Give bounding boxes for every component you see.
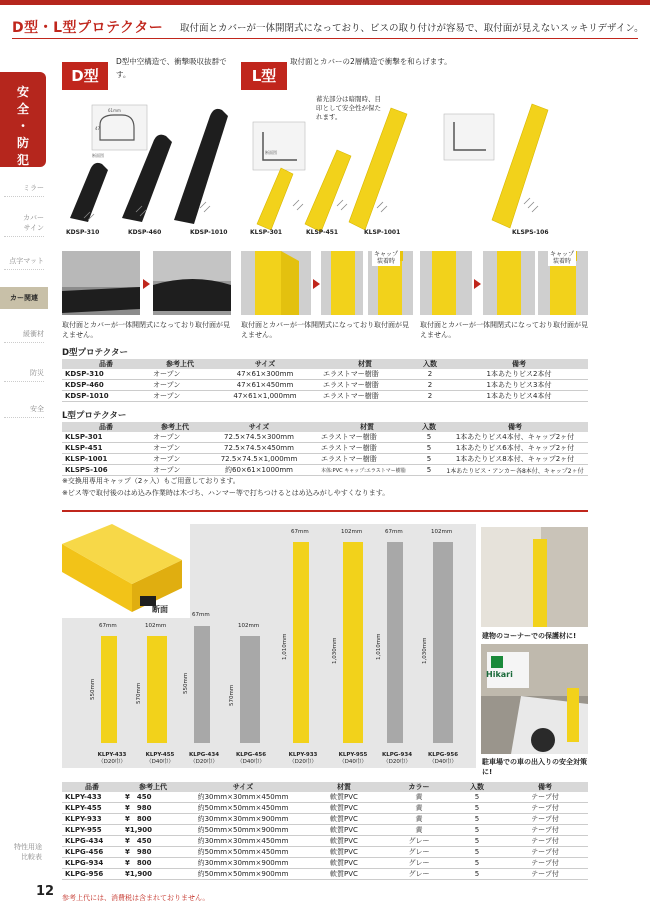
page-subtitle: 取付面とカバーが一体開閉式になっており、ビスの取り付けが容易で、取付面が見えないスッキリデザイン。	[180, 23, 644, 34]
table-row: KLPY-455 ¥ 980 約50mm×50mm×450mm 軟質PVC 黄 5 テープ付	[62, 803, 588, 814]
sidebar-item-comparison[interactable]: 特性用途 比較表	[14, 843, 42, 861]
l-install-photo-open	[241, 251, 311, 315]
sidebar-category-char: 防	[16, 136, 29, 150]
d-install-photo-open	[62, 251, 140, 315]
product-bar-klpy-433	[101, 636, 117, 743]
product-caption-klpg-456: KLPG-456 （D40巾）	[235, 752, 267, 765]
product-bar-klpg-934	[387, 542, 403, 743]
product-label-kdsp-1010: KDSP-1010	[190, 229, 228, 236]
d-drawing-label: 断面図	[92, 153, 104, 158]
dim-label: 1,030mm	[332, 637, 338, 664]
table-header-row: 品番 参考上代 サイズ 材質 入数 備考	[62, 422, 588, 432]
dim-label: 550mm	[90, 678, 96, 700]
table-row: KLPG-956 ¥1,900 約50mm×50mm×900mm 軟質PVC グレー 5 テープ付	[62, 869, 588, 880]
title-divider	[12, 38, 638, 39]
cross-section-photo	[62, 524, 182, 616]
sidebar-item-safety[interactable]: 安全	[0, 404, 46, 418]
sidebar-item-disaster[interactable]: 防災	[0, 368, 46, 382]
sidebar-category-char: 犯	[16, 153, 29, 167]
table-row: KDSP-310 オープン 47×61×300mm エラストマー樹脂 2 1本あたりビス2本付	[62, 369, 588, 380]
sidebar-item-mirror[interactable]: ミラー	[0, 183, 46, 197]
d-spec-table	[62, 359, 588, 402]
table-row: KLSP-1001 オープン 72.5×74.5×1,000mm エラストマー樹脂 5 1本あたりビス8本付、キャップ2ヶ付	[62, 454, 588, 465]
table-row: KLSPS-106 オープン 約60×61×1000mm 本体:PVC キャップ:エラストマー樹脂 5 1本あたりビス・アンカー各8本付、キャップ2ヶ付	[62, 465, 588, 476]
dim-label: 67mm	[291, 529, 309, 535]
sidebar-item-car[interactable]: カー関連	[0, 287, 48, 309]
dim-label: 102mm	[238, 623, 260, 629]
product-bar-klpg-456	[240, 636, 260, 743]
klsps-install-caption: 取付面とカバーが一体開閉式になっており取付面が見えません。	[420, 321, 588, 339]
d-install-photo-closed	[153, 251, 231, 315]
table-row: KLPY-933 ¥ 800 約30mm×30mm×900mm 軟質PVC 黄 5 テープ付	[62, 814, 588, 825]
l-type-luminous-note: 蓄光部分は暗闇時、目印として安全性が保たれます。	[316, 95, 381, 121]
table-row: KLPY-955 ¥1,900 約50mm×50mm×900mm 軟質PVC 黄 5 テープ付	[62, 825, 588, 836]
parking-caption: 駐車場での車の出入りの安全対策に!	[482, 758, 587, 776]
l-table-note-2: ※ビス等で取付後のはめ込み作業時は木づち、ハンマー等で打ちつけるとはめ込みがしやすくなります。	[62, 489, 390, 497]
cap-badge: キャップ 装着時	[550, 251, 575, 265]
table-row: KLPG-934 ¥ 800 約30mm×30mm×900mm 軟質PVC グレー 5 テープ付	[62, 858, 588, 869]
sidebar-category-char: 安	[16, 85, 29, 99]
l-install-caption: 取付面とカバーが一体開閉式になっており取付面が見えません。	[241, 321, 409, 339]
l-spec-table	[62, 422, 588, 476]
dim-label: 1,010mm	[376, 633, 382, 660]
product-caption-klpy-933: KLPY-933 （D20巾）	[288, 752, 318, 765]
dim-label: 67mm	[99, 623, 117, 629]
d-install-caption: 取付面とカバーが一体開閉式になっており取付面が見えません。	[62, 321, 230, 339]
table-row: KLSP-451 オープン 72.5×74.5×450mm エラストマー樹脂 5 1本あたりビス6本付、キャップ2ヶ付	[62, 443, 588, 454]
klsps-install-photo-open	[420, 251, 472, 315]
product-label-klsps-106: KLSPS-106	[512, 229, 549, 236]
l-drawing-label: 断面図	[265, 150, 277, 155]
building-corner-photo	[481, 527, 588, 627]
top-accent-bar	[0, 0, 650, 5]
svg-text:61mm: 61mm	[108, 108, 121, 113]
dim-label: 102mm	[341, 529, 363, 535]
product-caption-klpy-433: KLPY-433 （D20巾）	[97, 752, 127, 765]
sidebar-category-tab[interactable]	[0, 72, 46, 167]
corner-caption: 建物のコーナーでの保護材に!	[482, 632, 577, 640]
kl-spec-table	[62, 782, 588, 880]
table-row: KDSP-1010 オープン 47×61×1,000mm エラストマー樹脂 2 1本あたりビス4本付	[62, 391, 588, 402]
product-label-klsp-301: KLSP-301	[250, 229, 283, 236]
product-label-kdsp-310: KDSP-310	[66, 229, 100, 236]
product-caption-klpg-934: KLPG-934 （D20巾）	[381, 752, 413, 765]
cap-badge: キャップ 装着時	[374, 251, 399, 265]
product-label-klsp-451: KLSP-451	[306, 229, 339, 236]
sidebar-item-cushion[interactable]: 緩衝材	[0, 329, 46, 343]
table-row: KLPG-434 ¥ 450 約30mm×30mm×450mm 軟質PVC グレー 5 テープ付	[62, 836, 588, 847]
sidebar-category-char: 全	[16, 102, 29, 116]
dim-label: 570mm	[229, 684, 235, 706]
price-footnote: 参考上代には、消費税は含まれておりません。	[62, 894, 210, 902]
product-label-klsp-1001: KLSP-1001	[364, 229, 401, 236]
table-row: KLPY-433 ¥ 450 約30mm×30mm×450mm 軟質PVC 黄 5 テープ付	[62, 792, 588, 803]
sidebar-category-char: ・	[16, 119, 29, 133]
l-type-badge: L型	[241, 62, 287, 90]
d-type-description: D型中空構造で、衝撃吸収抜群です。	[116, 57, 227, 79]
hikari-sign: Hikari	[486, 670, 513, 679]
dim-label: 570mm	[136, 682, 142, 704]
l-table-title: L型プロテクター	[62, 411, 127, 421]
klsps-106-product-photo	[420, 92, 588, 240]
dim-label: 550mm	[183, 672, 189, 694]
svg-text:47: 47	[95, 126, 101, 131]
product-caption-klpy-455: KLPY-455 （D40巾）	[145, 752, 175, 765]
l-install-photo-closed	[321, 251, 363, 315]
product-lineup-panel-left	[62, 618, 190, 768]
product-bar-klpy-933	[293, 542, 309, 743]
d-type-product-photo	[62, 100, 232, 240]
sidebar-item-cover-sign[interactable]: カバー サイン	[0, 213, 46, 237]
product-label-kdsp-460: KDSP-460	[128, 229, 162, 236]
product-caption-klpg-434: KLPG-434 （D20巾）	[188, 752, 220, 765]
d-type-badge: D型	[62, 62, 108, 90]
product-caption-klpy-955: KLPY-955 （D40巾）	[338, 752, 368, 765]
dim-label: 102mm	[431, 529, 453, 535]
cross-section-label: 断面	[152, 605, 168, 614]
product-bar-klpy-955	[343, 542, 363, 743]
product-bar-klpg-956	[433, 542, 453, 743]
arrow-icon	[313, 279, 320, 289]
table-header-row: 品番 参考上代 サイズ 材質 カラー 入数 備考	[62, 782, 588, 792]
product-caption-klpg-956: KLPG-956 （D40巾）	[427, 752, 459, 765]
table-row: KDSP-460 オープン 47×61×450mm エラストマー樹脂 2 1本あたりビス3本付	[62, 380, 588, 391]
l-type-description: 取付面とカバーの2層構造で衝撃を和らげます。	[290, 57, 452, 66]
l-table-note-1: ※交換用専用キャップ（2ヶ入）もご用意しております。	[62, 477, 240, 485]
section-divider	[62, 510, 588, 512]
parking-photo	[481, 644, 588, 754]
klsps-install-photo-closed	[483, 251, 535, 315]
arrow-icon	[474, 279, 481, 289]
dim-label: 67mm	[192, 612, 210, 618]
product-bar-klpg-434	[194, 626, 210, 743]
dim-label: 1,030mm	[422, 637, 428, 664]
page-title: D型・L型プロテクター	[12, 20, 164, 36]
dim-label: 67mm	[385, 529, 403, 535]
dim-label: 1,010mm	[282, 633, 288, 660]
table-header-row: 品番 参考上代 サイズ 材質 入数 備考	[62, 359, 588, 369]
arrow-icon	[143, 279, 150, 289]
table-row: KLSP-301 オープン 72.5×74.5×300mm エラストマー樹脂 5 1本あたりビス4本付、キャップ2ヶ付	[62, 432, 588, 443]
dim-label: 102mm	[145, 623, 167, 629]
page-number: 12	[36, 884, 55, 899]
table-row: KLPG-456 ¥ 980 約50mm×50mm×450mm 軟質PVC グレー 5 テープ付	[62, 847, 588, 858]
sidebar-item-braille-mat[interactable]: 点字マット	[0, 256, 46, 270]
product-bar-klpy-455	[147, 636, 167, 743]
d-table-title: D型プロテクター	[62, 348, 129, 358]
